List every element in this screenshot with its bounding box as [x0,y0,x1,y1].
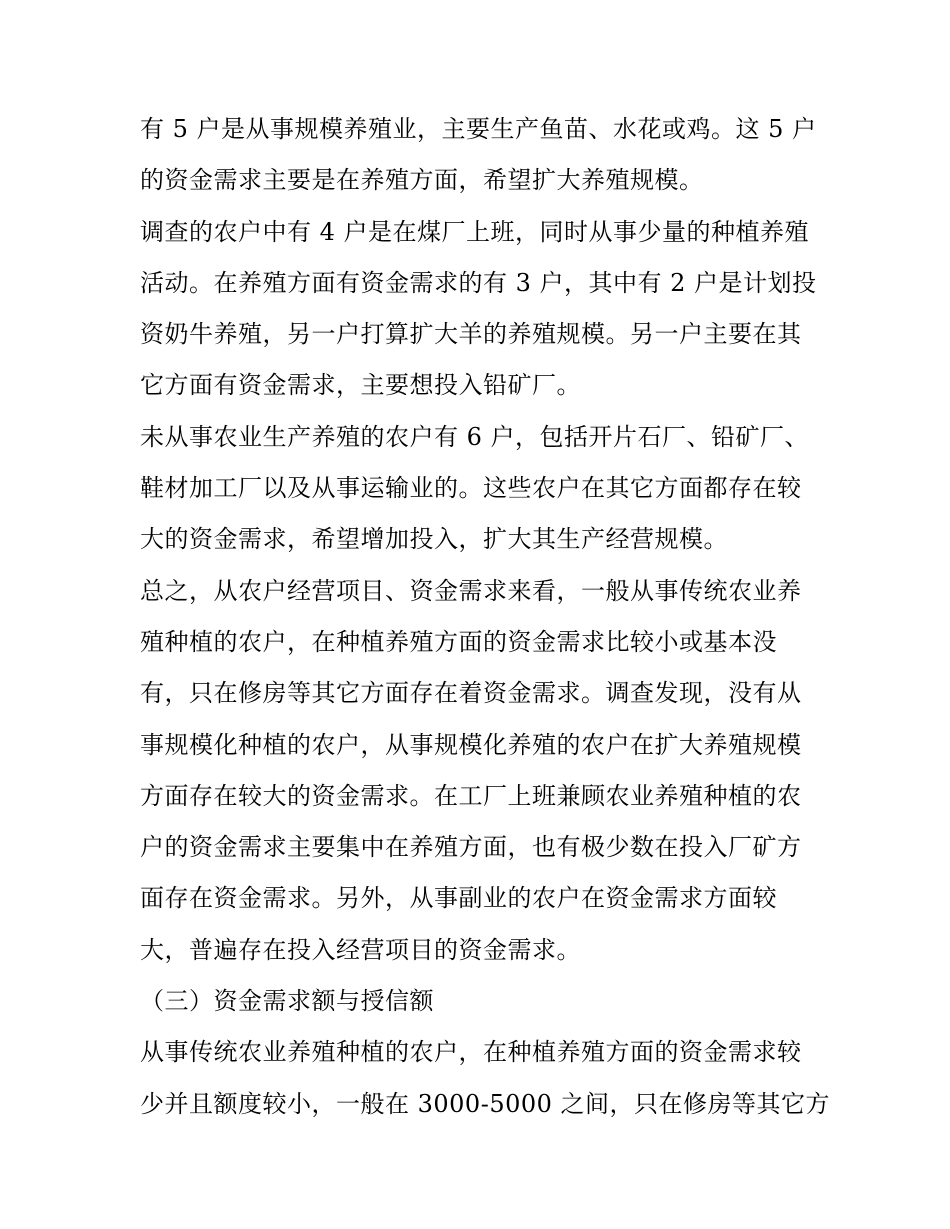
text-line: 活动。在养殖方面有资金需求的有 3 户，其中有 2 户是计划投 [140,268,817,297]
text-line: 有，只在修房等其它方面存在着资金需求。调查发现，没有从 [140,679,802,708]
text-line: 少并且额度较小，一般在 3000-5000 之间，只在修房等其它方 [140,1089,831,1118]
text-line: 户的资金需求主要集中在养殖方面，也有极少数在投入厂矿方 [140,833,802,862]
text-line: 面存在资金需求。另外，从事副业的农户在资金需求方面较 [140,884,777,913]
text-line: 的资金需求主要是在养殖方面，希望扩大养殖规模。 [140,166,704,195]
text-line: 未从事农业生产养殖的农户有 6 户，包括开片石厂、铅矿厂、 [140,422,810,451]
text-line: 总之，从农户经营项目、资金需求来看，一般从事传统农业养 [140,576,802,605]
section-heading: （三）资金需求额与授信额 [140,987,434,1016]
text-line: 从事传统农业养殖种植的农户，在种植养殖方面的资金需求较 [140,1038,802,1067]
text-line: 鞋材加工厂以及从事运输业的。这些农户在其它方面都存在较 [140,474,802,503]
text-line: 有 5 户是从事规模养殖业，主要生产鱼苗、水花或鸡。这 5 户 [140,115,817,143]
document-body [140,104,831,1130]
text-line: 资奶牛养殖，另一户打算扩大羊的养殖规模。另一户主要在其 [140,320,802,349]
text-line: 大的资金需求，希望增加投入，扩大其生产经营规模。 [140,525,728,554]
text-line: 大，普遍存在投入经营项目的资金需求。 [140,935,581,964]
text-line: 方面存在较大的资金需求。在工厂上班兼顾农业养殖种植的农 [140,781,802,810]
text-line: 它方面有资金需求，主要想投入铅矿厂。 [140,371,581,400]
text-line: 事规模化种植的农户，从事规模化养殖的农户在扩大养殖规模 [140,730,802,759]
text-line: 调查的农户中有 4 户是在煤厂上班，同时从事少量的种植养殖 [140,217,810,246]
text-line: 殖种植的农户，在种植养殖方面的资金需求比较小或基本没 [140,627,777,656]
